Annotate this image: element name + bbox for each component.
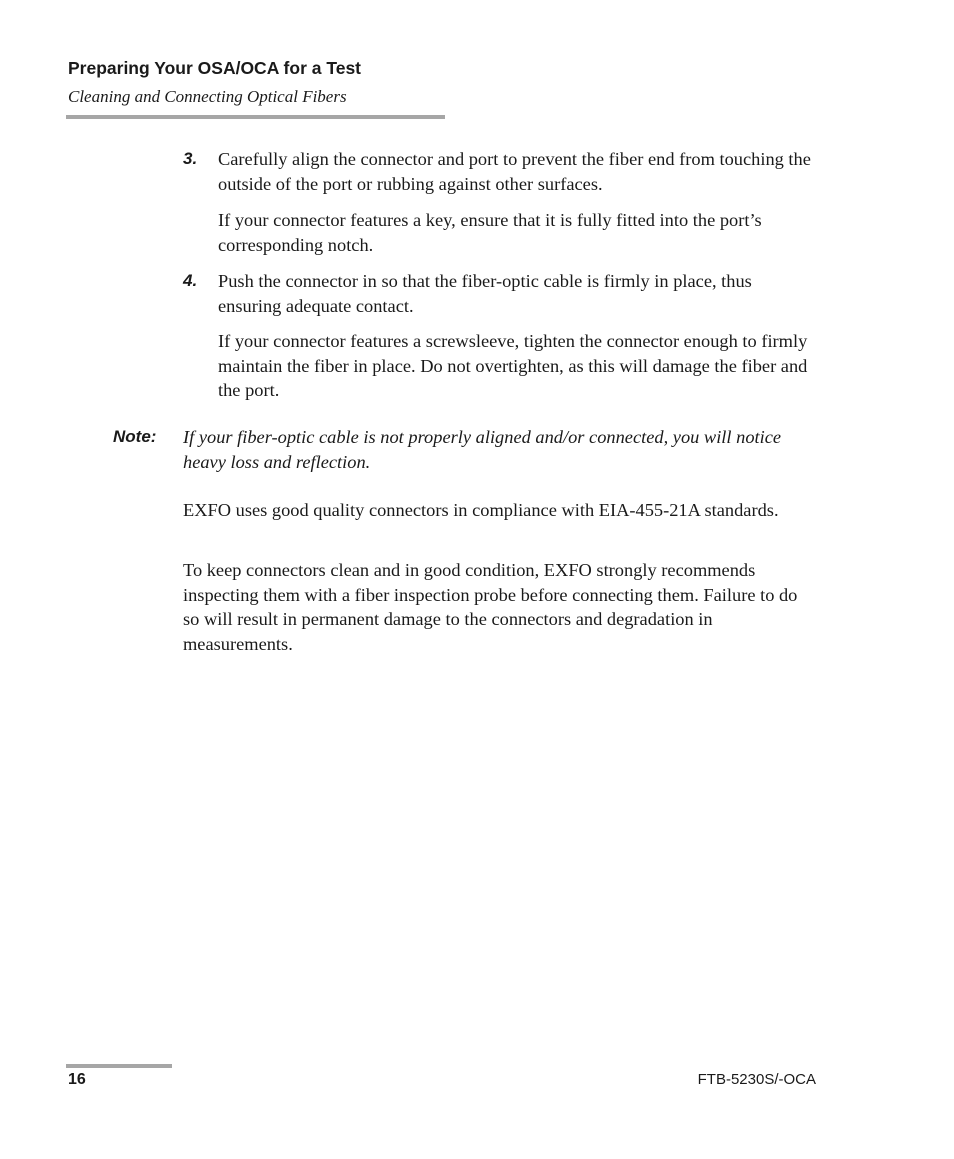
- step-3-followup: If your connector features a key, ensure that it is fully fitted into the port’s corresponding notch.: [218, 210, 762, 255]
- running-header-title: Preparing Your OSA/OCA for a Test: [68, 58, 362, 78]
- step-3-text: Carefully align the connector and port to prevent the fiber end from touching the outside of the port or rubbing against other surfaces.: [218, 149, 811, 194]
- step-4-followup: If your connector features a screwsleeve, tighten the connector enough to firmly maintain the fiber in place. Do not overtighten, as this will damage the fiber and the port.: [218, 331, 808, 400]
- step-number-4: 4.: [183, 271, 198, 290]
- page-number: 16: [68, 1071, 86, 1088]
- header-rule: [66, 115, 445, 119]
- body-paragraph-inspection: To keep connectors clean and in good condition, EXFO strongly recommends inspecting them with a fiber inspection probe before connecting them. Failure to do so will result in permanent damage to the connectors and degradation in measurements.: [183, 560, 798, 654]
- footer-rule: [66, 1064, 172, 1068]
- note-text: If your fiber-optic cable is not properly aligned and/or connected, you will notice heavy loss and reflection.: [183, 427, 782, 472]
- running-header-subtitle: Cleaning and Connecting Optical Fibers: [68, 87, 347, 106]
- product-name: FTB-5230S/-OCA: [697, 1071, 816, 1088]
- note-label: Note:: [113, 427, 157, 446]
- step-number-3: 3.: [183, 149, 198, 168]
- body-paragraph-standards: EXFO uses good quality connectors in compliance with EIA-455-21A standards.: [183, 500, 779, 520]
- step-4-text: Push the connector in so that the fiber-optic cable is firmly in place, thus ensuring adequate contact.: [218, 271, 752, 316]
